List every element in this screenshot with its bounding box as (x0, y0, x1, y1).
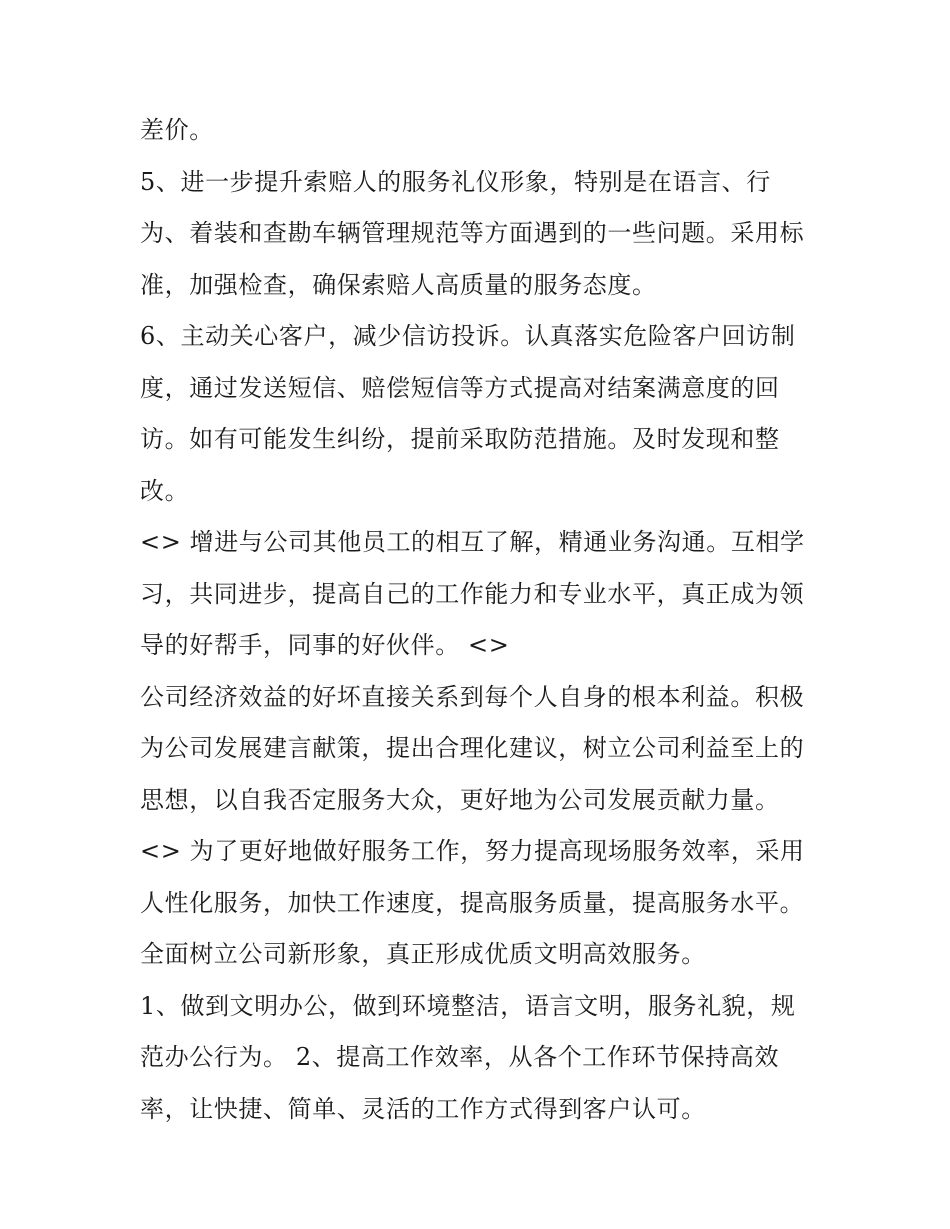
text-line: 全面树立公司新形象，真正形成优质文明高效服务。 (140, 940, 706, 968)
text-line: 思想，以自我否定服务大众，更好地为公司发展贡献力量。 (140, 785, 780, 814)
document-body (140, 105, 820, 1135)
text-line: <> 增进与公司其他员工的相互了解，精通业务沟通。互相学 (140, 528, 805, 556)
text-line: 公司经济效益的好坏直接关系到每个人自身的根本利益。积极 (140, 682, 805, 711)
text-line: 率，让快捷、简单、灵活的工作方式得到客户认可。 (140, 1094, 706, 1123)
text-line: 度，通过发送短信、赔偿短信等方式提高对结案满意度的回 (140, 373, 780, 402)
text-line: 习，共同进步，提高自己的工作能力和专业水平，真正成为领 (140, 579, 805, 608)
text-line: 导的好帮手，同事的好伙伴。 <> (140, 631, 510, 659)
text-line: 6、主动关心客户，减少信访投诉。认真落实危险客户回访制 (140, 322, 796, 350)
text-line: 5、进一步提升索赔人的服务礼仪形象，特别是在语言、行 (140, 167, 771, 196)
text-line: 1、做到文明办公，做到环境整洁，语言文明，服务礼貌，规 (140, 991, 796, 1020)
text-line: 人性化服务，加快工作速度，提高服务质量，提高服务水平。 (140, 888, 805, 917)
text-line: 差价。 (140, 116, 214, 144)
text-line: 范办公行为。 2、提高工作效率，从各个工作环节保持高效 (140, 1043, 780, 1071)
text-line: 访。如有可能发生纠纷，提前采取防范措施。及时发现和整 (140, 425, 780, 453)
text-line: <> 为了更好地做好服务工作，努力提高现场服务效率，采用 (140, 837, 805, 865)
text-line: 为、着装和查勘车辆管理规范等方面遇到的一些问题。采用标 (140, 219, 805, 247)
text-line: 准，加强检查，确保索赔人高质量的服务态度。 (140, 270, 657, 299)
text-line: 改。 (140, 476, 190, 505)
text-line: 为公司发展建言献策，提出合理化建议，树立公司利益至上的 (140, 734, 805, 762)
